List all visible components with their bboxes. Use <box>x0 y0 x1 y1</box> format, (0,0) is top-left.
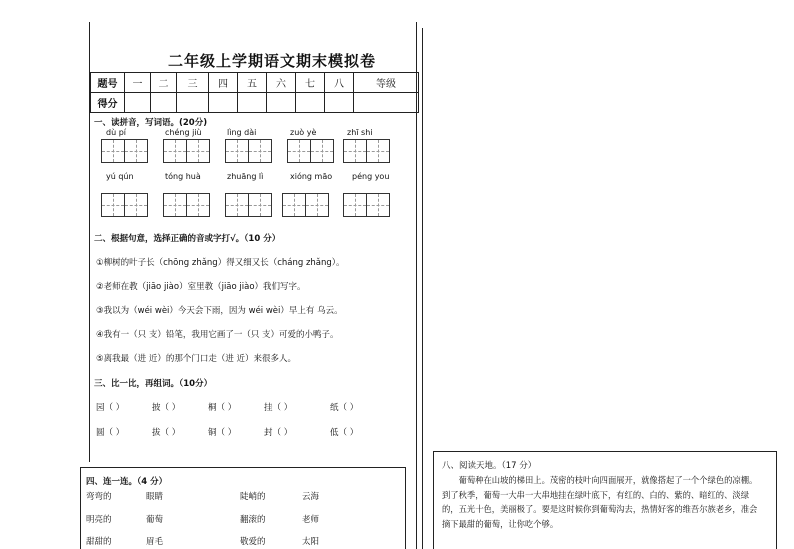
tianzige-box[interactable] <box>163 193 187 217</box>
tianzige-box[interactable] <box>343 139 367 163</box>
section4-right-border <box>405 467 406 549</box>
tianzige-box[interactable] <box>366 139 390 163</box>
table-header-cell: 六 <box>267 73 296 93</box>
match-word[interactable]: 眼睛 <box>146 492 164 502</box>
table-row-label: 得分 <box>91 93 125 113</box>
compare-item: 园（ ） <box>96 403 125 413</box>
match-word[interactable]: 甜甜的 <box>86 537 112 547</box>
question-item: ④我有一（只 支）铅笔，我用它画了一（只 支）可爱的小鸭子。 <box>96 330 339 340</box>
pinyin-label: xióng māo <box>290 172 333 181</box>
score-cell[interactable] <box>151 93 177 113</box>
tianzige-box[interactable] <box>124 139 148 163</box>
tianzige-box[interactable] <box>305 193 329 217</box>
compare-item: 桐（ ） <box>208 403 237 413</box>
tianzige-box[interactable] <box>101 193 125 217</box>
compare-item: 低（ ） <box>330 428 359 438</box>
section4-left-border <box>80 467 81 549</box>
compare-item: 铜（ ） <box>208 428 237 438</box>
section3-heading: 三、比一比，再组词。（10分） <box>94 379 213 389</box>
table-header-cell: 七 <box>296 73 325 93</box>
page-right-border-outer <box>422 28 423 549</box>
tianzige-box[interactable] <box>248 139 272 163</box>
table-header-cell: 一 <box>125 73 151 93</box>
score-cell[interactable] <box>296 93 325 113</box>
table-header-cell: 八 <box>325 73 354 93</box>
match-word[interactable]: 眉毛 <box>146 537 164 547</box>
tianzige-box[interactable] <box>186 193 210 217</box>
section8-right-border <box>776 451 777 549</box>
score-input-row <box>91 93 419 113</box>
page-title: 二年级上学期语文期末模拟卷 <box>168 52 377 70</box>
section2-heading: 二、根据句意，选择正确的音或字打√。（10 分） <box>94 234 281 244</box>
section8-heading: 八、阅读天地。（17 分） <box>442 461 537 471</box>
score-cell[interactable] <box>177 93 209 113</box>
score-cell[interactable] <box>125 93 151 113</box>
score-cell[interactable] <box>209 93 238 113</box>
table-header-cell: 三 <box>177 73 209 93</box>
pinyin-label: zhuāng lì <box>227 172 264 181</box>
match-word[interactable]: 翻滚的 <box>240 515 266 525</box>
tianzige-box[interactable] <box>366 193 390 217</box>
score-cell[interactable] <box>354 93 419 113</box>
tianzige-box[interactable] <box>186 139 210 163</box>
section4-heading: 四、连一连。（4 分） <box>86 477 168 487</box>
section1-heading: 一、读拼音，写词语。(20分) <box>94 118 208 128</box>
tianzige-box[interactable] <box>343 193 367 217</box>
match-word[interactable]: 敬爱的 <box>240 537 266 547</box>
tianzige-box[interactable] <box>248 193 272 217</box>
table-header-cell: 题号 <box>91 73 125 93</box>
score-cell[interactable] <box>267 93 296 113</box>
section8-left-border <box>433 451 434 549</box>
match-word[interactable]: 老师 <box>302 515 320 525</box>
match-word[interactable]: 弯弯的 <box>86 492 112 502</box>
question-item: ③我以为（wéi wèi）今天会下雨，因为 wéi wèi）早上有 乌云。 <box>96 306 343 316</box>
match-word[interactable]: 云海 <box>302 492 320 502</box>
pinyin-label: tóng huà <box>165 172 201 181</box>
tianzige-box[interactable] <box>225 193 249 217</box>
section4-top-border <box>80 467 406 468</box>
table-header-cell: 二 <box>151 73 177 93</box>
pinyin-label: yú qún <box>106 172 134 181</box>
score-cell[interactable] <box>238 93 267 113</box>
tianzige-box[interactable] <box>310 139 334 163</box>
compare-item: 拔（ ） <box>152 428 181 438</box>
table-header-cell: 五 <box>238 73 267 93</box>
reading-paragraph: 葡萄种在山坡的梯田上。茂密的枝叶向四面展开，就像搭起了一个个绿色的凉棚。到了秋季，葡萄一大串一大串地挂在绿叶底下，有红的、白的、紫的、暗红的、淡绿的，五光十色，美丽极了。要是这时候你到葡萄沟去，热情好客的维吾尔族老乡，准会摘下最甜的葡萄，让你吃个够。 <box>442 475 758 529</box>
question-item: ②老师在教（jiāo jiào）室里教（jiāo jiào）我们写字。 <box>96 282 306 292</box>
score-header-row <box>91 73 419 93</box>
compare-item: 纸（ ） <box>330 403 359 413</box>
match-word[interactable]: 太阳 <box>302 537 320 547</box>
tianzige-box[interactable] <box>163 139 187 163</box>
score-table <box>90 72 419 113</box>
pinyin-label: zhī shi <box>347 128 373 137</box>
match-word[interactable]: 陡峭的 <box>240 492 266 502</box>
pinyin-label: lìng dài <box>227 128 257 137</box>
pinyin-label: chéng jiù <box>165 128 202 137</box>
score-cell[interactable] <box>325 93 354 113</box>
compare-item: 披（ ） <box>152 403 181 413</box>
pinyin-label: péng you <box>352 172 390 181</box>
section8-top-border <box>433 451 777 452</box>
tianzige-box[interactable] <box>225 139 249 163</box>
tianzige-box[interactable] <box>287 139 311 163</box>
match-word[interactable]: 明亮的 <box>86 515 112 525</box>
question-item: ①柳树的叶子长（chōng zhǎng）得又细又长（cháng zhǎng）。 <box>96 258 345 268</box>
reading-passage <box>442 473 760 531</box>
match-word[interactable]: 葡萄 <box>146 515 164 525</box>
table-header-cell: 等级 <box>354 73 419 93</box>
compare-item: 圆（ ） <box>96 428 125 438</box>
pinyin-label: zuò yè <box>290 128 317 137</box>
tianzige-box[interactable] <box>124 193 148 217</box>
tianzige-box[interactable] <box>282 193 306 217</box>
compare-item: 挂（ ） <box>264 403 293 413</box>
compare-item: 封（ ） <box>264 428 293 438</box>
tianzige-box[interactable] <box>101 139 125 163</box>
pinyin-label: dù pí <box>106 128 126 137</box>
table-header-cell: 四 <box>209 73 238 93</box>
question-item: ⑤离我最（进 近）的那个门口走（进 近）来很多人。 <box>96 354 297 364</box>
